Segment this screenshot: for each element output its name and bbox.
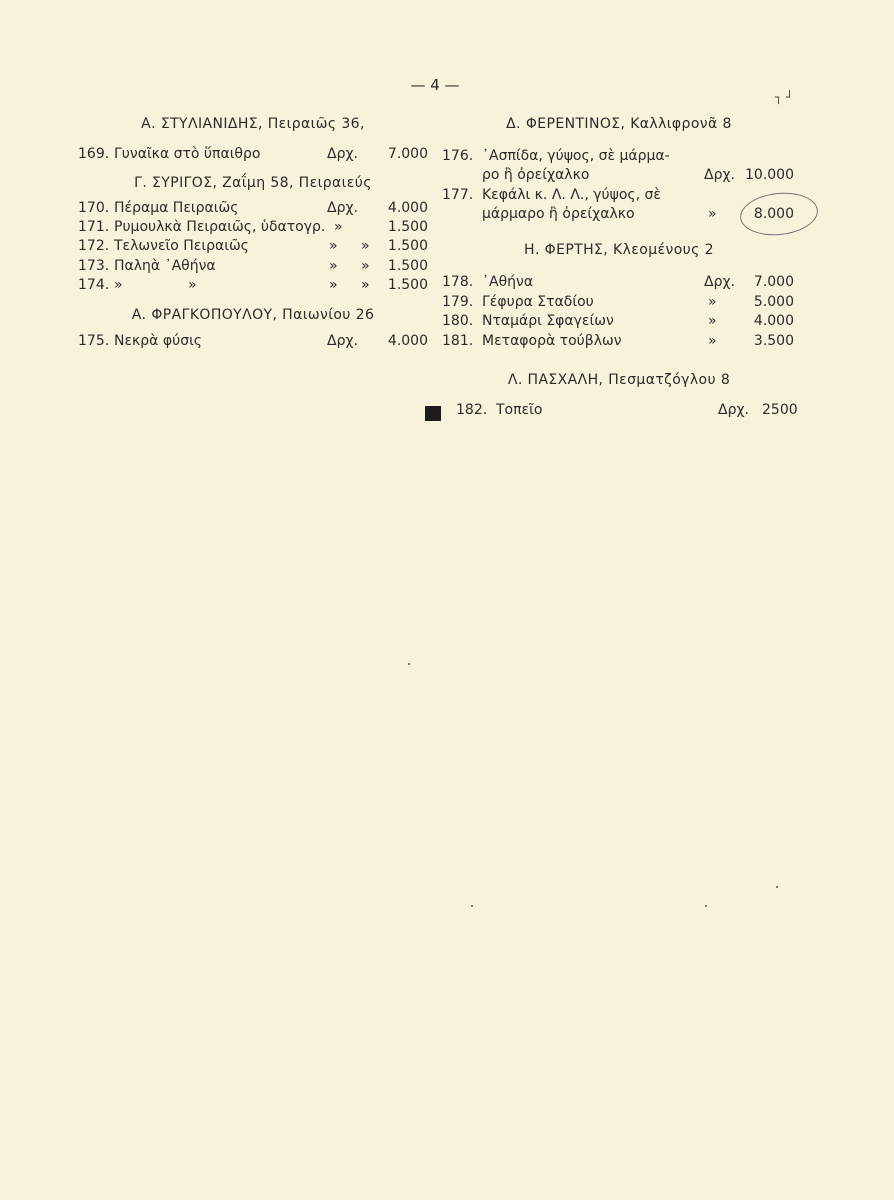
catalog-entry <box>78 238 428 257</box>
entry-currency: » <box>334 219 343 235</box>
paper-speck <box>705 905 707 907</box>
entry-price: 10.000 <box>745 167 794 183</box>
entry-currency: Δρχ. <box>327 333 359 349</box>
entry-price: 1.500 <box>387 219 428 235</box>
entry-currency: Δρχ. <box>327 200 359 216</box>
entry-number: 172. <box>78 238 110 254</box>
catalog-entry <box>442 294 796 313</box>
entry-currency: » <box>361 258 370 274</box>
catalog-entry <box>78 146 428 165</box>
entry-price: 1.500 <box>387 238 428 254</box>
entry-currency: Δρχ. <box>704 167 736 183</box>
entry-price: 1.500 <box>387 277 428 293</box>
entry-currency: » <box>708 333 717 349</box>
catalog-entry <box>442 333 796 352</box>
entry-number: 180. <box>442 313 474 329</box>
entry-title: ᾿Αθήνα <box>482 274 534 290</box>
entry-title: Τοπεῖο <box>496 402 543 418</box>
entry-title: Νεκρὰ φύσις <box>114 333 203 349</box>
ditto-mark: » <box>188 277 197 293</box>
catalog-entry <box>78 200 428 219</box>
corner-bracket-mark: ┐ ┘ <box>775 90 794 104</box>
entry-currency: Δρχ. <box>327 146 359 162</box>
artist-heading: Δ. ΦΕΡΕΝΤΙΝΟΣ, Καλλιφρονᾶ 8 <box>506 116 732 132</box>
page-number: — 4 — <box>410 76 460 94</box>
entry-currency: » <box>708 294 717 310</box>
ditto-mark: » <box>329 277 338 293</box>
entry-title: Νταμάρι Σφαγείων <box>482 313 614 329</box>
bullet-square-marker <box>425 406 441 421</box>
artist-heading: Α. ΣΤΥΛΙΑΝΙΔΗΣ, Πειραιῶς 36, <box>141 116 365 132</box>
entry-price: 5.000 <box>753 294 794 310</box>
entry-title: Παληὰ ᾿Αθήνα <box>114 258 216 274</box>
entry-price: 8.000 <box>753 206 794 222</box>
entry-currency: » <box>708 206 717 222</box>
entry-price: 4.000 <box>387 333 428 349</box>
catalog-entry <box>456 402 810 421</box>
entry-price: 3.500 <box>753 333 794 349</box>
entry-number: 176. <box>442 148 474 164</box>
entry-price: 7.000 <box>387 146 428 162</box>
entry-title: Πέραμα Πειραιῶς <box>114 200 239 216</box>
entry-price: 4.000 <box>387 200 428 216</box>
catalog-entry <box>442 187 796 206</box>
entry-title: Γέφυρα Σταδίου <box>482 294 594 310</box>
entry-currency: » <box>708 313 717 329</box>
catalog-entry <box>442 148 796 167</box>
entry-number: 177. <box>442 187 474 203</box>
artist-heading: Λ. ΠΑΣΧΑΛΗ, Πεσματζόγλου 8 <box>507 372 731 388</box>
entry-currency: Δρχ. <box>718 402 750 418</box>
ditto-mark: » <box>329 258 338 274</box>
catalog-entry <box>442 274 796 293</box>
entry-number: 170. <box>78 200 110 216</box>
entry-currency: » <box>361 277 370 293</box>
catalog-entry <box>78 258 428 277</box>
artist-heading: Γ. ΣΥΡΙΓΟΣ, Ζαΐμη 58, Πειραιεύς <box>134 175 372 191</box>
ditto-mark: » <box>329 238 338 254</box>
entry-number: 181. <box>442 333 474 349</box>
entry-title: Τελωνεῖο Πειραιῶς <box>114 238 249 254</box>
entry-title: ᾿Ασπίδα, γύψος, σὲ μάρμα- <box>482 148 670 164</box>
entry-number: 178. <box>442 274 474 290</box>
entry-currency: Δρχ. <box>704 274 736 290</box>
paper-speck <box>408 663 410 665</box>
entry-price: 2500 <box>762 402 798 418</box>
entry-number: 175. <box>78 333 110 349</box>
catalog-entry <box>78 277 428 296</box>
artist-heading: Η. ΦΕΡΤΗΣ, Κλεομένους 2 <box>524 242 714 258</box>
entry-number: 174. <box>78 277 110 293</box>
artist-heading: Α. ΦΡΑΓΚΟΠΟΥΛΟΥ, Παιωνίου 26 <box>131 307 375 323</box>
entry-price: 1.500 <box>387 258 428 274</box>
entry-number: 171. <box>78 219 110 235</box>
entry-number: 173. <box>78 258 110 274</box>
entry-price: 4.000 <box>753 313 794 329</box>
ditto-mark: » <box>114 277 123 293</box>
catalog-entry <box>78 219 428 238</box>
entry-number: 179. <box>442 294 474 310</box>
entry-title: Κεφάλι κ. Λ. Λ., γύψος, σὲ <box>482 187 661 203</box>
entry-title: Γυναῖκα στὸ ὕπαιθρο <box>114 146 261 162</box>
paper-speck <box>776 886 778 888</box>
entry-number: 182. <box>456 402 488 418</box>
entry-number: 169. <box>78 146 110 162</box>
entry-price: 7.000 <box>753 274 794 290</box>
paper-speck <box>471 905 473 907</box>
entry-title: ρο ἢ ὀρείχαλκο <box>482 167 590 183</box>
catalog-entry <box>442 313 796 332</box>
entry-title: Ρυμουλκὰ Πειραιῶς, ὑδατογρ. <box>114 219 326 235</box>
entry-title: μάρμαρο ἢ ὀρείχαλκο <box>482 206 635 222</box>
catalog-entry-continued <box>442 167 796 186</box>
catalog-entry <box>78 333 428 352</box>
entry-currency: » <box>361 238 370 254</box>
entry-title: Μεταφορὰ τούβλων <box>482 333 622 349</box>
